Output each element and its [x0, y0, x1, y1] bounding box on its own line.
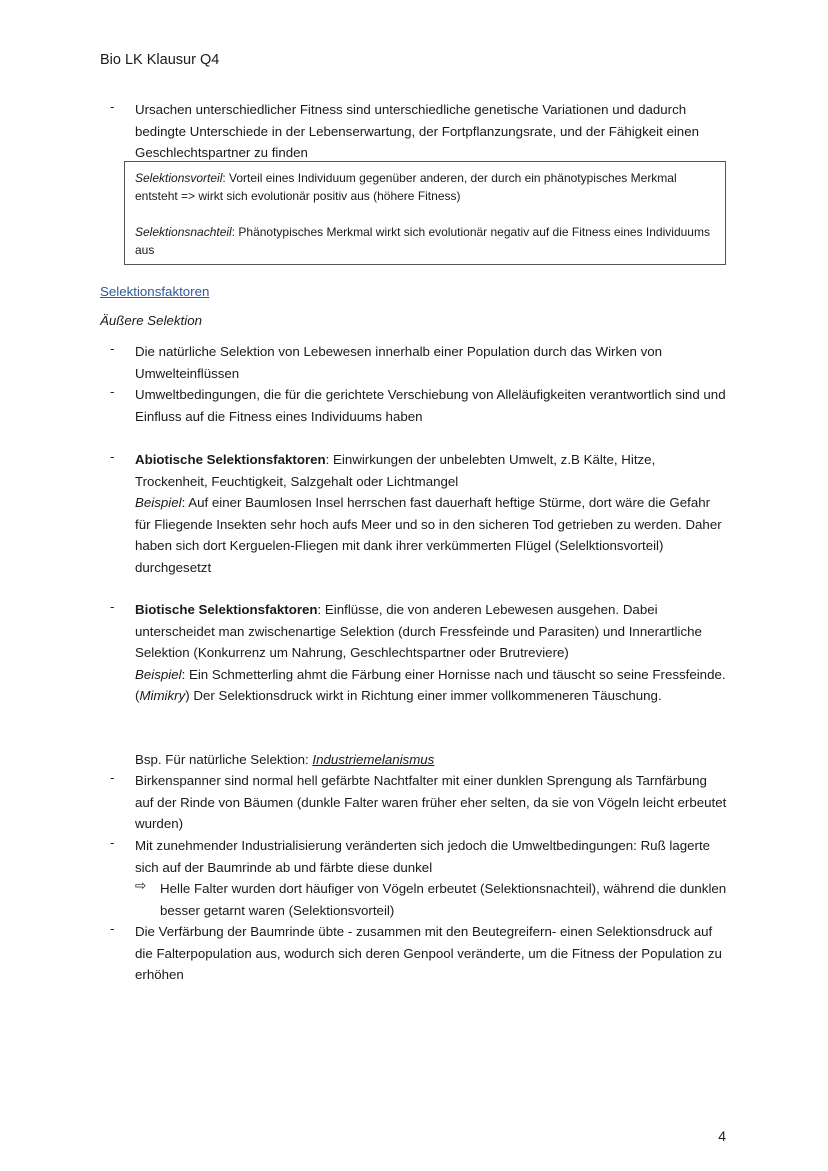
term: Selektionsvorteil [135, 171, 223, 185]
bullet-text: Birkenspanner sind normal hell gefärbte Nachtfalter mit einer dunklen Sprengung als Tarnfärbung auf der Rinde von Bäumen (dunkle Falter waren früher eher selten, da sie von Vögeln leicht erbeutet wurden) [135, 773, 727, 831]
bullet-text: Die Verfärbung der Baumrinde übte - zusammen mit den Beutegreifern- einen Selektionsdruck auf die Falterpopulation aus, wodurch sich deren Genpool veränderte, um die Fitness der Population zu erhöhen [135, 924, 722, 982]
document-header: Bio LK Klausur Q4 [100, 52, 220, 68]
term: Biotische Selektionsfaktoren [135, 602, 318, 617]
term: Abiotische Selektionsfaktoren [135, 452, 326, 467]
definition-text: : Phänotypisches Merkmal wirkt sich evolutionär negativ auf die Fitness eines Individuums aus [135, 225, 710, 257]
arrow-text: Helle Falter wurden dort häufiger von Vögeln erbeutet (Selektionsnachteil), während die dunklen besser getarnt waren (Selektionsvorteil) [160, 881, 727, 918]
page-number: 4 [718, 1128, 726, 1144]
bullet-dash: - [110, 99, 115, 114]
term: Industriemelanismus [312, 752, 435, 767]
example-label: Beispiel [135, 666, 182, 682]
bullet-text: Abiotische Selektionsfaktoren: Einwirkungen der unbelebten Umwelt, z.B Kälte, Hitze, Trockenheit, Feuchtigkeit, Salzgehalt oder Lichtmangel Beispiel: Auf einer Baumlosen Insel herrschen fast dauerhaft heftige Stürme, dort wäre die Gefahr für Fliegende Insekten sehr hoch aufs Meer und so in den sicheren Tod getrieben zu werden. Daher haben sich dort Kerguelen-Fliegen mit dank ihrer verkümmerten Flügel (Selelktionsvorteil) durchgesetzt [135, 452, 722, 575]
arrow-right-icon: ⇨ [135, 878, 147, 893]
definition-nachteil [135, 223, 715, 259]
subheading: Äußere Selektion [100, 313, 202, 328]
section-heading-link[interactable]: Selektionsfaktoren [100, 284, 210, 299]
bullet-text: Mit zunehmender Industrialisierung veränderten sich jedoch die Umweltbedingungen: Ruß lagerte sich auf der Baumrinde ab und färbte diese dunkel [135, 838, 711, 875]
definition-text: : Vorteil eines Individuum gegenüber anderen, der durch ein phänotypisches Merkmal entsteht => wirkt sich evolutionär positiv aus (höhere Fitness) [135, 171, 677, 203]
bullet-text: Ursachen unterschiedlicher Fitness sind unterschiedliche genetische Variationen und dadurch bedingte Unterschiede in der Lebenserwartung, der Fortpflanzungsrate, und der Fähigkeit einen Geschlechtspartner zu finden [135, 102, 699, 160]
bullet-text: Umweltbedingungen, die für die gerichtete Verschiebung von Alleläufigkeiten verantwortlich sind und Einfluss auf die Fitness eines Individuums haben [135, 387, 726, 424]
definition-box [124, 161, 726, 265]
bullet-text: Die natürliche Selektion von Lebewesen innerhalb einer Population durch das Wirken von Umwelteinflüssen [135, 344, 663, 381]
example-intro: Bsp. Für natürliche Selektion: Industriemelanismus [135, 752, 435, 767]
bullet-text: Biotische Selektionsfaktoren: Einflüsse, die von anderen Lebewesen ausgehen. Dabei unterscheidet man zwischenartige Selektion (durch Fressfeinde und Parasiten) und Innerartliche Selektion (Konkurrenz um Nahrung, Geschlechtspartner oder Brutreviere) Beispiel: Ein Schmetterling ahmt die Färbung einer Hornisse nach und täuscht so seine Fressfeinde. (Mimikry) Der Selektionsdruck wirkt in Richtung einer immer vollkommeneren Täuschung. [135, 602, 726, 703]
definition-vorteil [135, 169, 715, 205]
term: Selektionsnachteil [135, 225, 232, 239]
example-label: Beispiel [135, 495, 182, 510]
